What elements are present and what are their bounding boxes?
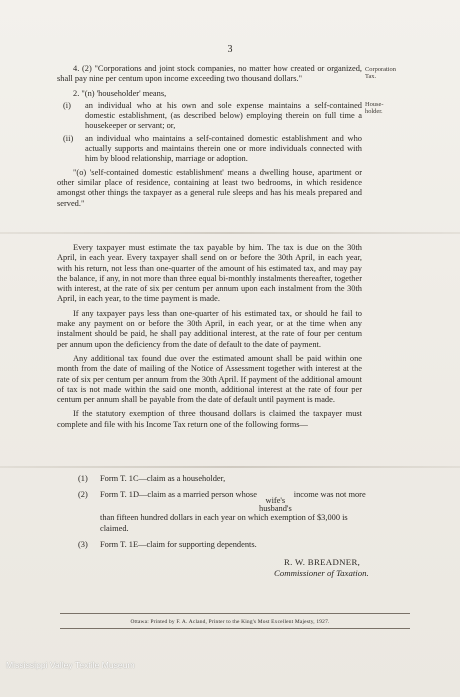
divider (60, 628, 410, 629)
section-4-amendments (57, 64, 362, 209)
item-text: an individual who at his own and sole expense maintains a self-contained domestic establishment, (as described below) employing therein on full time a housekeeper or servant; or, (85, 100, 362, 131)
form-number: (1) (78, 474, 88, 483)
signature-block (274, 557, 369, 579)
form-text: Form T. 1E—claim for supporting dependents. (100, 539, 257, 549)
form-text (100, 490, 378, 534)
definition-item (63, 101, 362, 132)
item-label: (i) (63, 100, 71, 110)
item-label: (ii) (63, 133, 74, 143)
wife-husband-choice (259, 497, 292, 513)
item-text: an individual who maintains a self-contained domestic establishment and who actually supports and maintains therein one or more individuals connected with him by blood relationship, marriage or adoption. (85, 133, 362, 164)
form-text: Form T. 1C—claim as a householder, (100, 474, 226, 483)
page-number: 3 (227, 44, 233, 55)
printer-imprint: Ottawa: Printed by F. A. Acland, Printer to the King's Most Excellent Majesty, 1927. (130, 619, 330, 625)
form-text-after: income was not more than fifteen hundred dollars in each year on which exemption of $3,000 is claimed. (100, 490, 366, 533)
forms-list (78, 474, 378, 556)
form-text-before: Form T. 1D—claim as a married person whose (100, 490, 257, 500)
form-number: (2) (78, 490, 88, 500)
paragraph: If the statutory exemption of three thousand dollars is claimed the taxpayer must complete and file with his Income Tax return one of the following forms— (57, 409, 362, 429)
paragraph: Any additional tax found due over the estimated amount shall be paid within one month from the date of mailing of the Notice of Assessment together with interest at the rate of six per centum per annum from the 30th April. If payment of the additional amount of tax is not made within the said one month, additional interest at the rate of four per centum per annum shall be payable from the date of default until payment is made. (57, 353, 362, 405)
form-number: (3) (78, 539, 88, 549)
divider (60, 613, 410, 614)
choice-husband: husband's (259, 504, 292, 514)
corporation-clause: 4. (2) "Corporations and joint stock companies, no matter how created or organized, shall pay nine per centum upon income exceeding two thousand dollars." (57, 64, 362, 84)
margin-note-householder: House-holder. (365, 101, 384, 115)
paragraph: If any taxpayer pays less than one-quarter of his estimated tax, or should he fail to make any payment on or before the 30th April, in each year, or at the time when any instalment should be paid, he shall pay additional interest, at the rate of four per centum per annum upon the deficiency from the date of default to the date of payment. (57, 308, 362, 349)
paragraph: Every taxpayer must estimate the tax payable by him. The tax is due on the 30th April, in each year. Every taxpayer shall send on or before the 30th April, in each year, with his return, not less than one-quarter of the amount of his estimated tax, and may pay the balance, if any, in not more than three equal bi-monthly instalments thereafter, together with interest, at the rate of six per centum per annum upon each instalment from the 30th April, in each year, to the time payment is made. (57, 243, 362, 304)
museum-watermark (6, 660, 206, 671)
fold-line (0, 466, 460, 468)
definition-item (63, 134, 362, 165)
list-item (78, 490, 378, 534)
choice-wife: wife's (265, 496, 286, 506)
watermark-text: Mississippi Valley Textile Museum (6, 660, 135, 670)
tax-instructions (57, 243, 362, 430)
fold-line (0, 232, 460, 234)
list-item (78, 540, 378, 550)
householder-definition-heading: 2. "(n) 'householder' means, (73, 88, 167, 98)
margin-note-corporation-tax: Corporation Tax. (365, 66, 396, 80)
domestic-establishment-definition: "(o) 'self-contained domestic establishment' means a dwelling house, apartment or other similar place of residence, containing at least two bedrooms, in which residence amongst other things the taxpayer as a general rule sleeps and has his meals prepared and served." (57, 167, 362, 208)
signatory-name: R. W. BREADNER, (284, 557, 361, 567)
list-item (78, 474, 378, 484)
signatory-title: Commissioner of Taxation. (274, 568, 369, 578)
